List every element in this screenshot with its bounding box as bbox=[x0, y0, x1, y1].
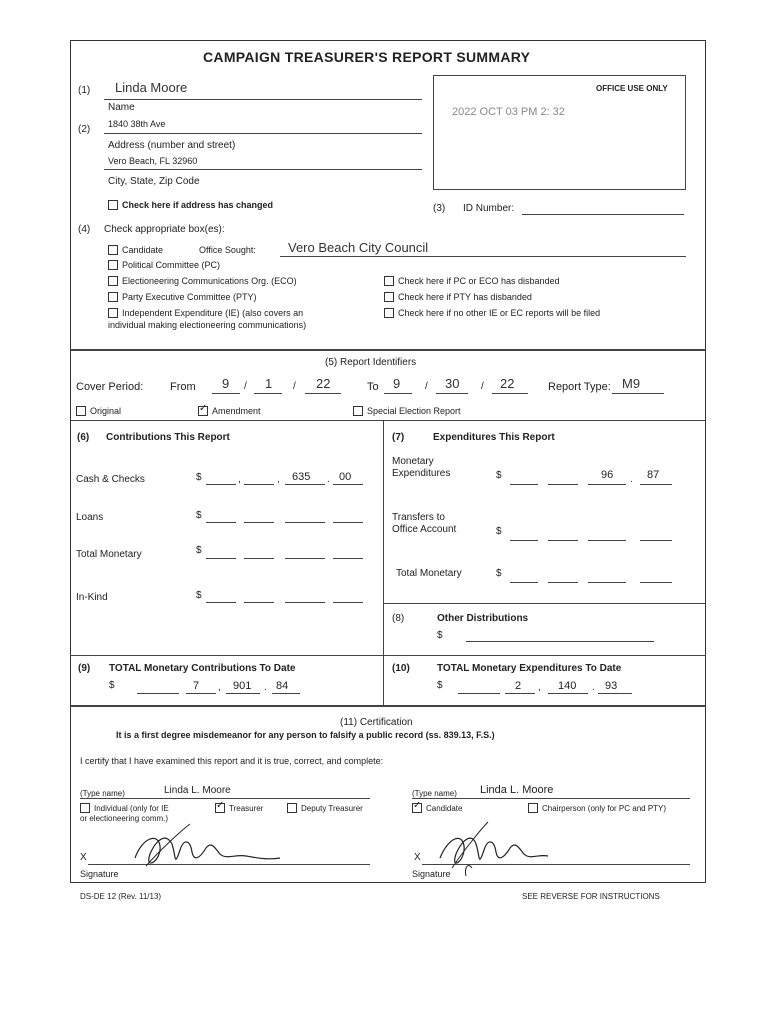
total-exp-cents[interactable]: 93 bbox=[605, 680, 618, 692]
left-typed-name[interactable]: Linda L. Moore bbox=[164, 785, 231, 796]
section-7-number: (7) bbox=[392, 432, 405, 443]
right-typed-name[interactable]: Linda L. Moore bbox=[480, 784, 554, 796]
from-year[interactable]: 22 bbox=[316, 376, 331, 391]
received-stamp: 2022 OCT 03 PM 2: 32 bbox=[452, 106, 565, 118]
total-exp-heading: TOTAL Monetary Expenditures To Date bbox=[437, 663, 622, 674]
total-monetary-exp-label: Total Monetary bbox=[396, 568, 462, 579]
amendment-checkbox-row[interactable] bbox=[198, 406, 261, 417]
cover-period-label: Cover Period: bbox=[76, 381, 144, 393]
signature-label-left: Signature bbox=[80, 869, 119, 879]
certification-heading: (11) Certification bbox=[340, 717, 413, 728]
decimal: . bbox=[327, 474, 330, 485]
treasurer-checkbox[interactable] bbox=[215, 803, 225, 813]
address-changed-label: Check here if address has changed bbox=[122, 200, 274, 210]
total-exp-thousands[interactable]: 2 bbox=[515, 680, 522, 692]
pc-label: Political Committee (PC) bbox=[122, 260, 221, 270]
in-kind-dollar: $ bbox=[196, 590, 202, 601]
pty-checkbox[interactable] bbox=[108, 292, 118, 302]
eco-checkbox-row[interactable] bbox=[108, 276, 297, 287]
report-type-value[interactable]: M9 bbox=[622, 376, 641, 391]
total-monetary-contrib-dollar: $ bbox=[196, 545, 202, 556]
cash-dollar: $ bbox=[196, 472, 202, 483]
special-election-row[interactable] bbox=[353, 406, 461, 417]
disband-pty-row[interactable] bbox=[384, 292, 532, 303]
office-use-label: OFFICE USE ONLY bbox=[596, 84, 668, 93]
individual-label-2: or electioneering comm.) bbox=[80, 814, 169, 823]
candidate-checkbox-row[interactable] bbox=[108, 245, 163, 256]
comma: , bbox=[218, 682, 221, 693]
to-month[interactable]: 9 bbox=[393, 376, 401, 391]
cash-cents[interactable]: 00 bbox=[339, 471, 352, 483]
address-changed-checkbox[interactable] bbox=[108, 200, 273, 211]
section-9-number: (9) bbox=[78, 663, 91, 674]
form-id: DS-DE 12 (Rev. 11/13) bbox=[80, 892, 162, 901]
office-sought-value[interactable]: Vero Beach City Council bbox=[288, 240, 429, 255]
in-kind-label: In-Kind bbox=[76, 592, 108, 603]
address-value[interactable]: 1840 38th Ave bbox=[108, 119, 166, 129]
type-name-label-left: (Type name) bbox=[80, 789, 125, 798]
candidate-sign-label: Candidate bbox=[426, 804, 463, 814]
treasurer-label: Treasurer bbox=[229, 804, 264, 814]
candidate-signature bbox=[430, 818, 580, 882]
transfers-label-1: Transfers to bbox=[392, 512, 445, 523]
original-label: Original bbox=[90, 406, 122, 416]
slash-2: / bbox=[293, 381, 296, 392]
total-exp-dollar: $ bbox=[437, 680, 443, 691]
comma: , bbox=[277, 474, 280, 485]
contributions-heading: Contributions This Report bbox=[106, 432, 230, 443]
disband-pc-eco-checkbox[interactable] bbox=[384, 276, 394, 286]
decimal: . bbox=[592, 682, 595, 693]
no-other-ie-checkbox[interactable] bbox=[384, 308, 394, 318]
to-label: To bbox=[367, 381, 379, 393]
section-1-number: (1) bbox=[78, 85, 91, 96]
from-day[interactable]: 1 bbox=[265, 376, 273, 391]
office-use-box bbox=[433, 75, 686, 190]
comma: , bbox=[238, 474, 241, 485]
city-value[interactable]: Vero Beach, FL 32960 bbox=[108, 156, 198, 166]
to-day[interactable]: 30 bbox=[445, 376, 460, 391]
ie-checkbox[interactable] bbox=[108, 308, 118, 318]
id-number-label: ID Number: bbox=[463, 203, 515, 214]
city-label: City, State, Zip Code bbox=[108, 176, 200, 187]
certify-statement: I certify that I have examined this report and it is true, correct, and complete: bbox=[80, 756, 384, 766]
total-contrib-dollar: $ bbox=[109, 680, 115, 691]
section-8-number: (8) bbox=[392, 613, 405, 624]
amendment-label: Amendment bbox=[212, 406, 261, 416]
monetary-cents[interactable]: 87 bbox=[647, 469, 660, 481]
pc-checkbox[interactable] bbox=[108, 260, 118, 270]
total-monetary-contrib-label: Total Monetary bbox=[76, 549, 142, 560]
individual-checkbox[interactable] bbox=[80, 803, 90, 813]
other-distributions-heading: Other Distributions bbox=[437, 613, 529, 624]
total-contrib-thousands[interactable]: 7 bbox=[193, 680, 200, 692]
cash-checks-label: Cash & Checks bbox=[76, 474, 145, 485]
decimal: . bbox=[264, 682, 267, 693]
x-mark-left: X bbox=[80, 852, 87, 863]
from-month[interactable]: 9 bbox=[222, 376, 230, 391]
deputy-treasurer-row[interactable] bbox=[287, 804, 363, 814]
slash-1: / bbox=[244, 381, 247, 392]
reverse-instructions: SEE REVERSE FOR INSTRUCTIONS bbox=[522, 892, 660, 901]
other-dist-dollar: $ bbox=[437, 630, 443, 641]
chairperson-label: Chairperson (only for PC and PTY) bbox=[542, 804, 667, 814]
decimal: . bbox=[630, 474, 633, 485]
candidate-sign-checkbox-row[interactable] bbox=[412, 804, 462, 814]
special-election-checkbox[interactable] bbox=[353, 406, 363, 416]
loans-label: Loans bbox=[76, 512, 104, 523]
section-10-number: (10) bbox=[392, 663, 410, 674]
monetary-label-2: Expenditures bbox=[392, 468, 451, 479]
amendment-checkbox[interactable] bbox=[198, 406, 208, 416]
eco-checkbox[interactable] bbox=[108, 276, 118, 286]
slash-3: / bbox=[425, 381, 428, 392]
ie-label-2: individual making electioneering communications) bbox=[108, 320, 307, 330]
expenditures-heading: Expenditures This Report bbox=[433, 432, 555, 443]
candidate-sign-checkbox[interactable] bbox=[412, 803, 422, 813]
disband-pty-label: Check here if PTY has disbanded bbox=[398, 292, 532, 302]
pty-checkbox-row[interactable] bbox=[108, 292, 257, 303]
office-sought-label: Office Sought: bbox=[199, 245, 256, 255]
disband-pty-checkbox[interactable] bbox=[384, 292, 394, 302]
monetary-dollar: $ bbox=[496, 470, 502, 481]
section-4-number: (4) bbox=[78, 224, 91, 235]
total-monetary-exp-dollar: $ bbox=[496, 568, 502, 579]
no-other-ie-label: Check here if no other IE or EC reports will be filed bbox=[398, 308, 601, 318]
pc-checkbox-row[interactable] bbox=[108, 260, 220, 271]
candidate-label: Candidate bbox=[122, 245, 164, 255]
transfers-dollar: $ bbox=[496, 526, 502, 537]
check-boxes-instruction: Check appropriate box(es): bbox=[104, 224, 225, 235]
disband-pc-eco-label: Check here if PC or ECO has disbanded bbox=[398, 276, 560, 286]
no-other-ie-row[interactable] bbox=[384, 308, 600, 319]
chairperson-checkbox-row[interactable] bbox=[528, 804, 666, 814]
ie-checkbox-row[interactable] bbox=[108, 308, 303, 319]
total-exp-hundreds[interactable]: 140 bbox=[558, 680, 577, 692]
candidate-name-value[interactable]: Linda Moore bbox=[115, 80, 188, 95]
total-contrib-hundreds[interactable]: 901 bbox=[233, 680, 252, 692]
loans-dollar: $ bbox=[196, 510, 202, 521]
signature-label-right: Signature bbox=[412, 869, 451, 879]
monetary-hundreds[interactable]: 96 bbox=[601, 469, 614, 481]
individual-checkbox-row[interactable] bbox=[80, 804, 169, 814]
pty-label: Party Executive Committee (PTY) bbox=[122, 292, 257, 302]
address-label: Address (number and street) bbox=[108, 140, 236, 151]
deputy-treasurer-checkbox[interactable] bbox=[287, 803, 297, 813]
eco-label: Electioneering Communications Org. (ECO) bbox=[122, 276, 297, 286]
disband-pc-eco-row[interactable] bbox=[384, 276, 560, 287]
address-changed-box[interactable] bbox=[108, 200, 118, 210]
ie-label-1: Independent Expenditure (IE) (also covers an bbox=[122, 308, 304, 318]
special-election-label: Special Election Report bbox=[367, 406, 461, 416]
original-checkbox-row[interactable] bbox=[76, 406, 121, 417]
section-6-number: (6) bbox=[77, 432, 90, 443]
deputy-treasurer-label: Deputy Treasurer bbox=[301, 804, 363, 814]
report-type-label: Report Type: bbox=[548, 381, 611, 393]
misdemeanor-warning: It is a first degree misdemeanor for any person to falsify a public record (ss. 839.13, F.S.) bbox=[116, 730, 495, 740]
comma: , bbox=[538, 682, 541, 693]
cash-hundreds[interactable]: 635 bbox=[292, 471, 311, 483]
name-label: Name bbox=[108, 102, 135, 113]
original-checkbox[interactable] bbox=[76, 406, 86, 416]
transfers-label-2: Office Account bbox=[392, 524, 457, 535]
to-year[interactable]: 22 bbox=[500, 376, 515, 391]
form-title: CAMPAIGN TREASURER'S REPORT SUMMARY bbox=[203, 49, 531, 65]
treasurer-signature bbox=[120, 820, 300, 880]
treasurer-checkbox-row[interactable] bbox=[215, 804, 263, 814]
total-contrib-heading: TOTAL Monetary Contributions To Date bbox=[109, 663, 296, 674]
total-contrib-cents[interactable]: 84 bbox=[276, 680, 289, 692]
from-label: From bbox=[170, 381, 196, 393]
candidate-checkbox[interactable] bbox=[108, 245, 118, 255]
type-name-label-right: (Type name) bbox=[412, 789, 457, 798]
report-identifiers-heading: (5) Report Identifiers bbox=[325, 357, 417, 368]
slash-4: / bbox=[481, 381, 484, 392]
chairperson-checkbox[interactable] bbox=[528, 803, 538, 813]
monetary-label-1: Monetary bbox=[392, 456, 434, 467]
section-2-number: (2) bbox=[78, 124, 91, 135]
x-mark-right: X bbox=[414, 852, 421, 863]
individual-label-1: Individual (only for IE bbox=[94, 804, 169, 814]
section-3-number: (3) bbox=[433, 203, 446, 214]
